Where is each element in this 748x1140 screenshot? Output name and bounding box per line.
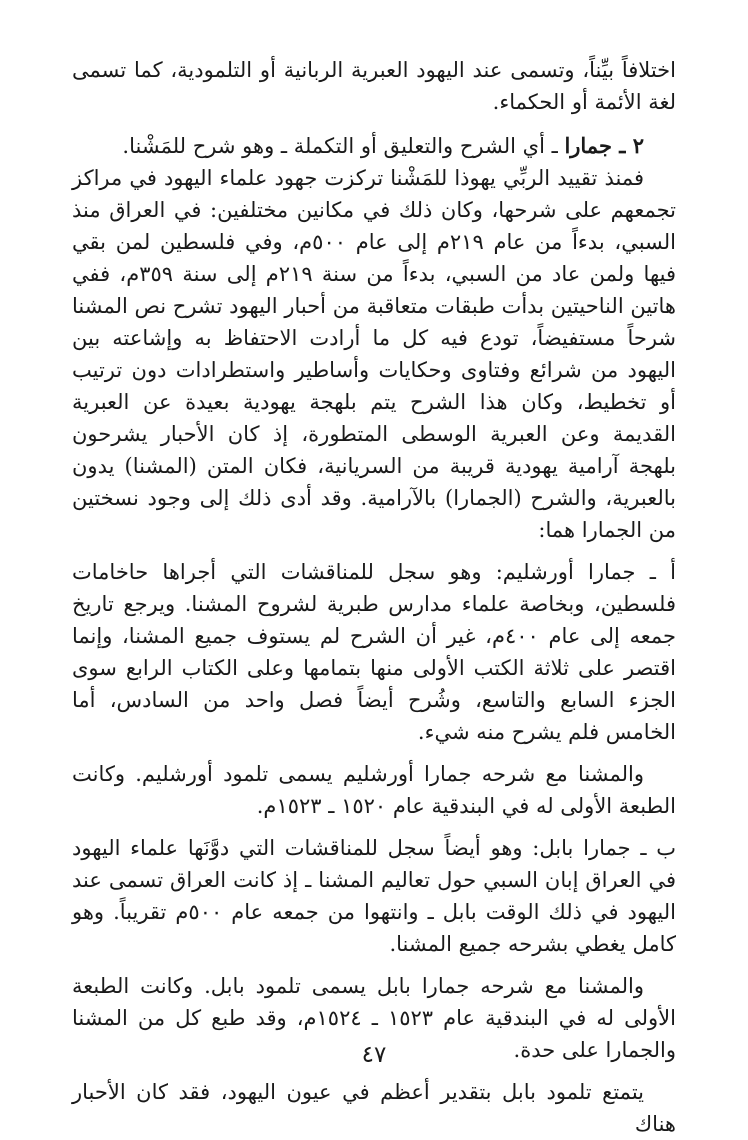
paragraph-gemara-history: فمنذ تقييد الربِّي يهوذا للمَشْنا تركزت جهود علماء اليهود في مراكز تجمعهم على شرحها، وكان ذلك في مكانين مختلفين: في العراق منذ السبي، بدءاً من عام ٢١٩م إلى عام ٥٠٠م، وفي فلسطين لمن بقي فيها ولمن عاد من السبي، بدءاً من سنة ٢١٩م إلى سنة ٣٥٩م، ففي هاتين الناحيتين بدأت طبقات متعاقبة من أحبار اليهود تشرح نص المشنا شرحاً مستفيضاً، تودع فيه كل ما أرادت الاحتفاظ به وإشاعته بين اليهود من شرائع وفتاوى وحكايات وأساطير واستطرادات دون ترتيب أو تخطيط، وكان هذا الشرح يتم بلهجة يهودية بعيدة عن العبرية القديمة وعن العبرية الوسطى المتطورة، إذ كان الأحبار يشرحون بلهجة آرامية يهودية قريبة من السريانية، فكان المتن (المشنا) يدون بالعبرية، والشرح (الجمارا) بالآرامية. وقد أدى ذلك إلى وجود نسختين من الجمارا هما: — [72, 166, 676, 542]
heading-term: ٢ ـ جمارا — [564, 133, 644, 158]
section-heading-gemara — [72, 130, 676, 162]
paragraph-babylonian-gemara: ب ـ جمارا بابل: وهو أيضاً سجل للمناقشات التي دوَّنَها علماء اليهود في العراق إبان السبي حول تعاليم المشنا ـ إذ كانت العراق تسمى عند اليهود في ذلك الوقت بابل ـ وانتهوا من جمعه عام ٥٠٠م تقريباً. وهو كامل يغطي بشرحه جميع المشنا. — [72, 836, 676, 956]
paragraph-babylonian-talmud: والمشنا مع شرحه جمارا بابل يسمى تلمود بابل. وكانت الطبعة الأولى له في البندقية عام ١٥٢٣ ـ ١٥٢٤م، وقد طبع كل من المشنا والجمارا على حدة. — [72, 974, 676, 1062]
document-page — [72, 54, 676, 1140]
paragraph-jerusalem-talmud: والمشنا مع شرحه جمارا أورشليم يسمى تلمود أورشليم. وكانت الطبعة الأولى له في البندقية عام ١٥٢٠ ـ ١٥٢٣م. — [72, 762, 676, 818]
page-number: ٤٧ — [361, 1042, 387, 1068]
paragraph-babylonian-esteem: يتمتع تلمود بابل بتقدير أعظم في عيون اليهود، فقد كان الأحبار هناك — [72, 1080, 676, 1136]
paragraph-jerusalem-gemara: أ ـ جمارا أورشليم: وهو سجل للمناقشات التي أجراها حاخامات فلسطين، وبخاصة علماء مدارس طبرية لشروح المشنا. ويرجع تاريخ جمعه إلى عام ٤٠٠م، غير أن الشرح لم يستوف جميع المشنا، وإنما اقتصر على ثلاثة الكتب الأولى منها بتمامها وعلى الكتاب الرابع سوى الجزء السابع والتاسع، وشُرح أيضاً فصل واحد من السادس، أما الخامس فلم يشرح منه شيء. — [72, 560, 676, 744]
paragraph-continuation: اختلافاً بيِّناً، وتسمى عند اليهود العبرية الربانية أو التلمودية، كما تسمى لغة الأئمة أو الحكماء. — [72, 58, 676, 114]
heading-description: ـ أي الشرح والتعليق أو التكملة ـ وهو شرح للمَشْنا. — [122, 134, 565, 158]
